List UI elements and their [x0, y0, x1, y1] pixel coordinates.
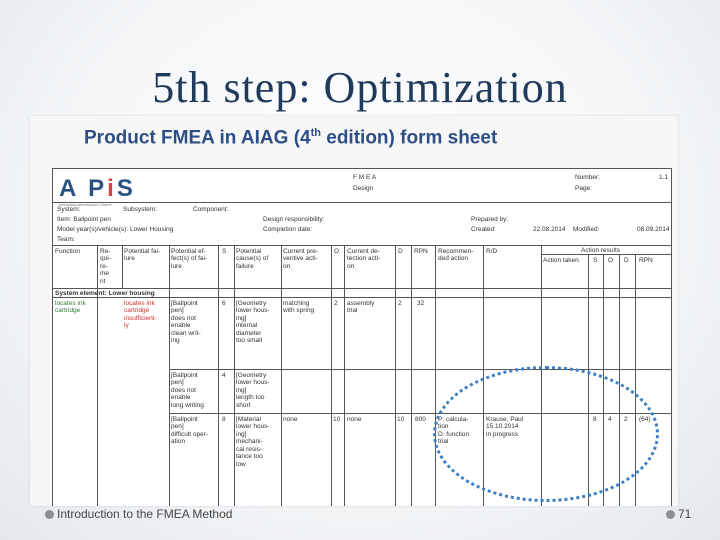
row3-d2: 2 [624, 416, 628, 423]
col-s2: S [593, 257, 598, 264]
page-number: 71 [678, 507, 692, 521]
row2-s: 4 [222, 372, 226, 379]
row3-effect: [Ballpoint pen] difficult oper- ation [171, 416, 209, 446]
component-label: Component: [193, 206, 229, 213]
col-action-taken: Action taken [543, 257, 579, 264]
subsystem-label: Subsystem: [123, 206, 157, 213]
system-element-label: System element: Lower housing [55, 290, 155, 297]
row1-detection: assembly trial [347, 300, 375, 315]
row3-o: 10 [333, 416, 341, 423]
footer-title: Introduction to the FMEA Method [57, 507, 233, 521]
row3-recommended: P: calcula- tion D: function trial [438, 416, 470, 446]
col-requirement: Re- qui- re- me nt [100, 248, 111, 285]
number-label: Number: [575, 174, 600, 181]
created-value: 22.08.2014 [533, 226, 566, 233]
row3-cause: [Material lower hous- ing] mechani- cal resis- tance too low [236, 416, 270, 468]
row-failure: locates ink cartridge insufficient- ly [124, 300, 157, 330]
system-label: System: [57, 206, 81, 213]
row1-o: 2 [334, 300, 338, 307]
design-label: Design [353, 185, 374, 192]
row1-rpn: 32 [417, 300, 425, 307]
col-cause: Potential cause(s) of failure [236, 248, 269, 270]
col-rpn: RPN [414, 248, 428, 255]
row3-o2: 4 [608, 416, 612, 423]
col-failure: Potential fai- lure [124, 248, 161, 263]
modified-value: 08.09.2014 [637, 226, 670, 233]
team-label: Team: [57, 236, 75, 243]
col-o: O [334, 248, 340, 255]
col-prevention: Current pre- ventive acti- on [283, 248, 319, 270]
highlight-circle [433, 366, 659, 502]
row3-detection: none [347, 416, 362, 423]
fmea-label: F M E A [353, 174, 377, 181]
created-label: Created: [471, 226, 496, 233]
model-label: Model year(s)/vehicle(s): Lower Housing [57, 226, 174, 233]
page-label: Page: [575, 185, 592, 192]
design-responsibility-label: Design responsibility: [263, 216, 325, 223]
row3-s: 8 [222, 416, 226, 423]
row3-rpn: 800 [415, 416, 426, 423]
row3-rpn2: (64) [639, 416, 651, 423]
item-label: Item: Ballpoint pen [57, 216, 111, 223]
row1-s: 6 [222, 300, 226, 307]
slide-title: 5th step: Optimization [152, 63, 568, 112]
row1-d: 2 [398, 300, 402, 307]
col-detection: Current de- tection acti- on [347, 248, 381, 270]
col-rd: R/D [486, 248, 498, 255]
row1-effect: [Ballpoint pen] does not enable clean writ- ing [171, 300, 201, 345]
col-rpn2: RPN [639, 257, 653, 264]
number-value: 1.1 [659, 174, 669, 181]
row2-effect: [Ballpoint pen] does not enable long writing [171, 372, 204, 409]
footer-bullet-left [45, 510, 54, 519]
row3-prevention: none [283, 416, 298, 423]
logo-subtitle: Internationalmethoden GmbH [59, 202, 112, 207]
row-function: locates ink cartridge [55, 300, 86, 315]
col-o2: O [608, 257, 614, 264]
col-function: Function [55, 248, 80, 255]
col-s: S [222, 248, 227, 255]
col-action-results: Action results [581, 247, 621, 254]
col-d: D [398, 248, 403, 255]
completion-date-label: Completion date: [263, 226, 313, 233]
col-d2: D [624, 257, 629, 264]
col-effect: Potential ef- fect(s) of fai- lure [171, 248, 208, 270]
row3-d: 10 [397, 416, 405, 423]
apis-logo: A PiS [59, 175, 136, 202]
row2-cause: [Geometry lower hous- ing] length too short [236, 372, 270, 409]
row3-s2: 8 [593, 416, 597, 423]
modified-label: Modified: [573, 226, 600, 233]
footer-bullet-right [666, 510, 675, 519]
prepared-by-label: Prepared by: [471, 216, 509, 223]
row1-prevention: matching with spring [283, 300, 315, 315]
sheet-title: Product FMEA in AIAG (4th edition) form sheet [84, 127, 498, 149]
row3-rd: Krause, Paul 15.10.2014 in progress [486, 416, 524, 438]
row1-cause: [Geometry lower hous- ing] internal diameter too small [236, 300, 270, 345]
col-recommended: Recommen- ded action [438, 248, 474, 263]
